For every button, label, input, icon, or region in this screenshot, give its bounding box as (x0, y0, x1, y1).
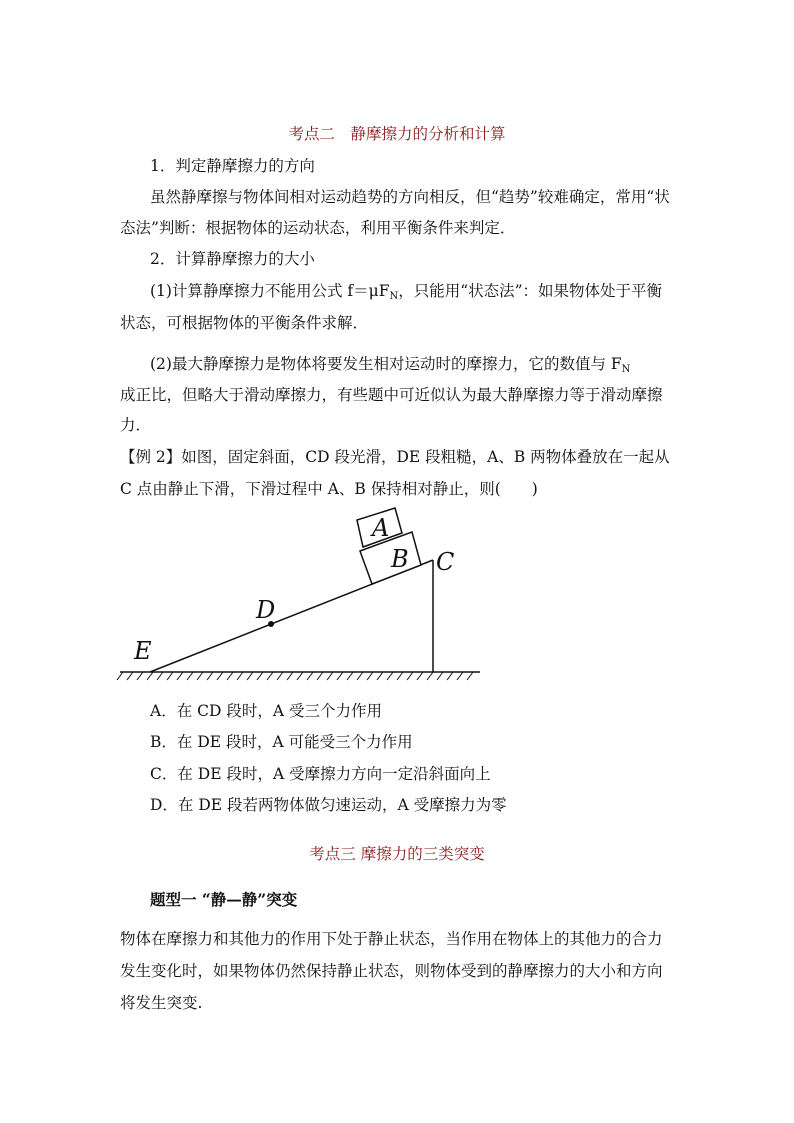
ground-hatching (117, 672, 473, 680)
subscript: N (389, 291, 399, 302)
example-question-line: C 点由静止下滑，下滑过程中 A、B 保持相对静止，则( ) (120, 480, 538, 498)
section-title: 考点二 静摩擦力的分析和计算 (288, 125, 506, 143)
paragraph-line (150, 354, 630, 380)
label-b: B (391, 545, 409, 573)
item2-heading: 2．计算静摩擦力的大小 (150, 250, 315, 268)
paragraph-line: 物体在摩擦力和其他力的作用下处于静止状态，当作用在物体上的其他力的合力 (120, 930, 663, 948)
paragraph-line: 态法”判断：根据物体的运动状态，利用平衡条件来判定． (120, 219, 516, 237)
incline-diagram (115, 505, 485, 690)
paragraph-line: 发生变化时，如果物体仍然保持静止状态，则物体受到的静摩擦力的大小和方向 (120, 962, 663, 980)
subscript: N (621, 364, 631, 375)
item1-heading: 1．判定静摩擦力的方向 (150, 157, 315, 175)
paragraph-line: 状态，可根据物体的平衡条件求解． (120, 314, 369, 332)
text-span: ，只能用“状态法”：如果物体处于平衡 (398, 282, 663, 300)
option-a: A．在 CD 段时，A 受三个力作用 (150, 702, 382, 720)
option-c: C．在 DE 段时，A 受摩擦力方向一定沿斜面向上 (150, 765, 491, 783)
label-a: A (372, 514, 390, 542)
paragraph-line: 成正比，但略大于滑动摩擦力，有些题中可近似认为最大静摩擦力等于滑动摩擦 (120, 386, 663, 404)
option-d: D．在 DE 段若两物体做匀速运动，A 受摩擦力为零 (150, 796, 507, 814)
option-b: B．在 DE 段时，A 可能受三个力作用 (150, 733, 413, 751)
paragraph-line (150, 281, 662, 307)
paragraph-line: 力． (120, 416, 152, 434)
example-question-line: 【例 2】如图，固定斜面，CD 段光滑，DE 段粗糙，A、B 两物体叠放在一起从 (120, 448, 670, 466)
subheading: 题型一 “静—静”突变 (150, 890, 298, 909)
paragraph-line: 虽然静摩擦与物体间相对运动趋势的方向相反，但“趋势”较难确定，常用“状 (150, 188, 670, 206)
label-d: D (256, 596, 276, 624)
paragraph-line: 将发生突变. (120, 994, 203, 1012)
label-e: E (134, 637, 152, 665)
label-c: C (436, 548, 455, 576)
section-title: 考点三 摩擦力的三类突变 (309, 845, 485, 863)
text-span: (2)最大静摩擦力是物体将要发生相对运动时的摩擦力，它的数值与 F (150, 355, 622, 373)
text-span: (1)计算静摩擦力不能用公式 f＝μF (150, 282, 390, 300)
